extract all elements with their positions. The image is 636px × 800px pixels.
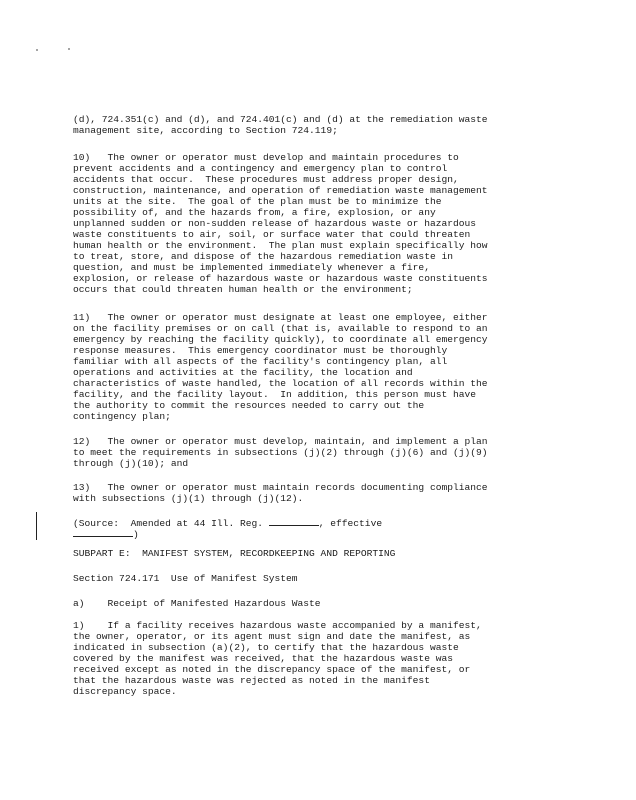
paragraph-1 (73, 620, 523, 697)
text-line: on the facility premises or on call (that is, available to respond to an (73, 323, 488, 334)
section-heading-block (73, 573, 523, 584)
change-bar (36, 512, 37, 540)
text-line: (d), 724.351(c) and (d), and 724.401(c) and (d) at the remediation waste (73, 114, 488, 125)
text-line: operations and activities at the facility, the location and (73, 367, 413, 378)
text-line: 12) The owner or operator must develop, maintain, and implement a plan (73, 436, 488, 447)
text-line: to meet the requirements in subsections (j)(2) through (j)(6) and (j)(9) (73, 447, 488, 458)
text-line: construction, maintenance, and operation of remediation waste management (73, 185, 488, 196)
text-line: familiar with all aspects of the facility's contingency plan, all (73, 356, 448, 367)
source-suffix: ) (133, 529, 139, 540)
paragraph-11 (73, 312, 523, 422)
subpart-heading-block (73, 548, 523, 559)
text-line: possibility of, and the hazards from, a fire, explosion, or any (73, 207, 436, 218)
text-line: units at the site. The goal of the plan must be to minimize the (73, 196, 442, 207)
text-line: received except as noted in the discrepancy space of the manifest, or (73, 664, 471, 675)
text-line: management site, according to Section 724.119; (73, 125, 338, 136)
text-line: through (j)(10); and (73, 458, 189, 469)
effective-date-blank (73, 527, 133, 537)
text-line: explosion, or release of hazardous waste or hazardous waste constituents (73, 273, 488, 284)
text-line: the authority to commit the resources needed to carry out the (73, 400, 425, 411)
text-line: characteristics of waste handled, the location of all records within the (73, 378, 488, 389)
text-line: facility, and the facility layout. In addition, this person must have (73, 389, 477, 400)
text-line: with subsections (j)(1) through (j)(12). (73, 493, 304, 504)
section-heading: Section 724.171 Use of Manifest System (73, 573, 298, 584)
source-line (73, 516, 523, 527)
text-line: accidents that occur. These procedures must address proper design, (73, 174, 459, 185)
text-line: to treat, store, and dispose of the hazardous remediation waste in (73, 251, 453, 262)
text-line: the owner, operator, or its agent must sign and date the manifest, as (73, 631, 471, 642)
text-line: 11) The owner or operator must designate at least one employee, either (73, 312, 488, 323)
subsection-a-block (73, 598, 523, 609)
source-middle: , effective (318, 518, 383, 529)
text-line: indicated in subsection (a)(2), to certify that the hazardous waste (73, 642, 459, 653)
text-line: contingency plan; (73, 411, 171, 422)
text-line: unplanned sudden or non-sudden release of hazardous waste or hazardous (73, 218, 477, 229)
text-line: that the hazardous waste was rejected as noted in the manifest (73, 675, 430, 686)
subsection-heading: a) Receipt of Manifested Hazardous Waste (73, 598, 321, 609)
source-prefix: (Source: Amended at 44 Ill. Reg. (73, 518, 269, 529)
text-line: human health or the environment. The plan must explain specifically how (73, 240, 488, 251)
text-line: occurs that could threaten human health or the environment; (73, 284, 413, 295)
subpart-heading: SUBPART E: MANIFEST SYSTEM, RECORDKEEPING AND REPORTING (73, 548, 396, 559)
paragraph-12 (73, 436, 523, 469)
text-line: covered by the manifest was received, that the hazardous waste was (73, 653, 453, 664)
text-line: response measures. This emergency coordinator must be thoroughly (73, 345, 448, 356)
text-line: prevent accidents and a contingency and emergency plan to control (73, 163, 448, 174)
register-page-blank (269, 516, 319, 526)
paragraph-10 (73, 152, 523, 295)
scan-speck (68, 48, 70, 50)
intro-paragraph (73, 114, 523, 136)
scan-speck (36, 49, 38, 51)
paragraph-13 (73, 482, 523, 504)
text-line: question, and must be implemented immediately whenever a fire, (73, 262, 430, 273)
source-note (73, 516, 523, 538)
text-line: emergency by reaching the facility quickly), to coordinate all emergency (73, 334, 488, 345)
text-line: waste constituents to air, soil, or surface water that could threaten (73, 229, 471, 240)
text-line: 10) The owner or operator must develop and maintain procedures to (73, 152, 459, 163)
text-line: discrepancy space. (73, 686, 177, 697)
text-line: 13) The owner or operator must maintain records documenting compliance (73, 482, 488, 493)
text-line: 1) If a facility receives hazardous waste accompanied by a manifest, (73, 620, 482, 631)
